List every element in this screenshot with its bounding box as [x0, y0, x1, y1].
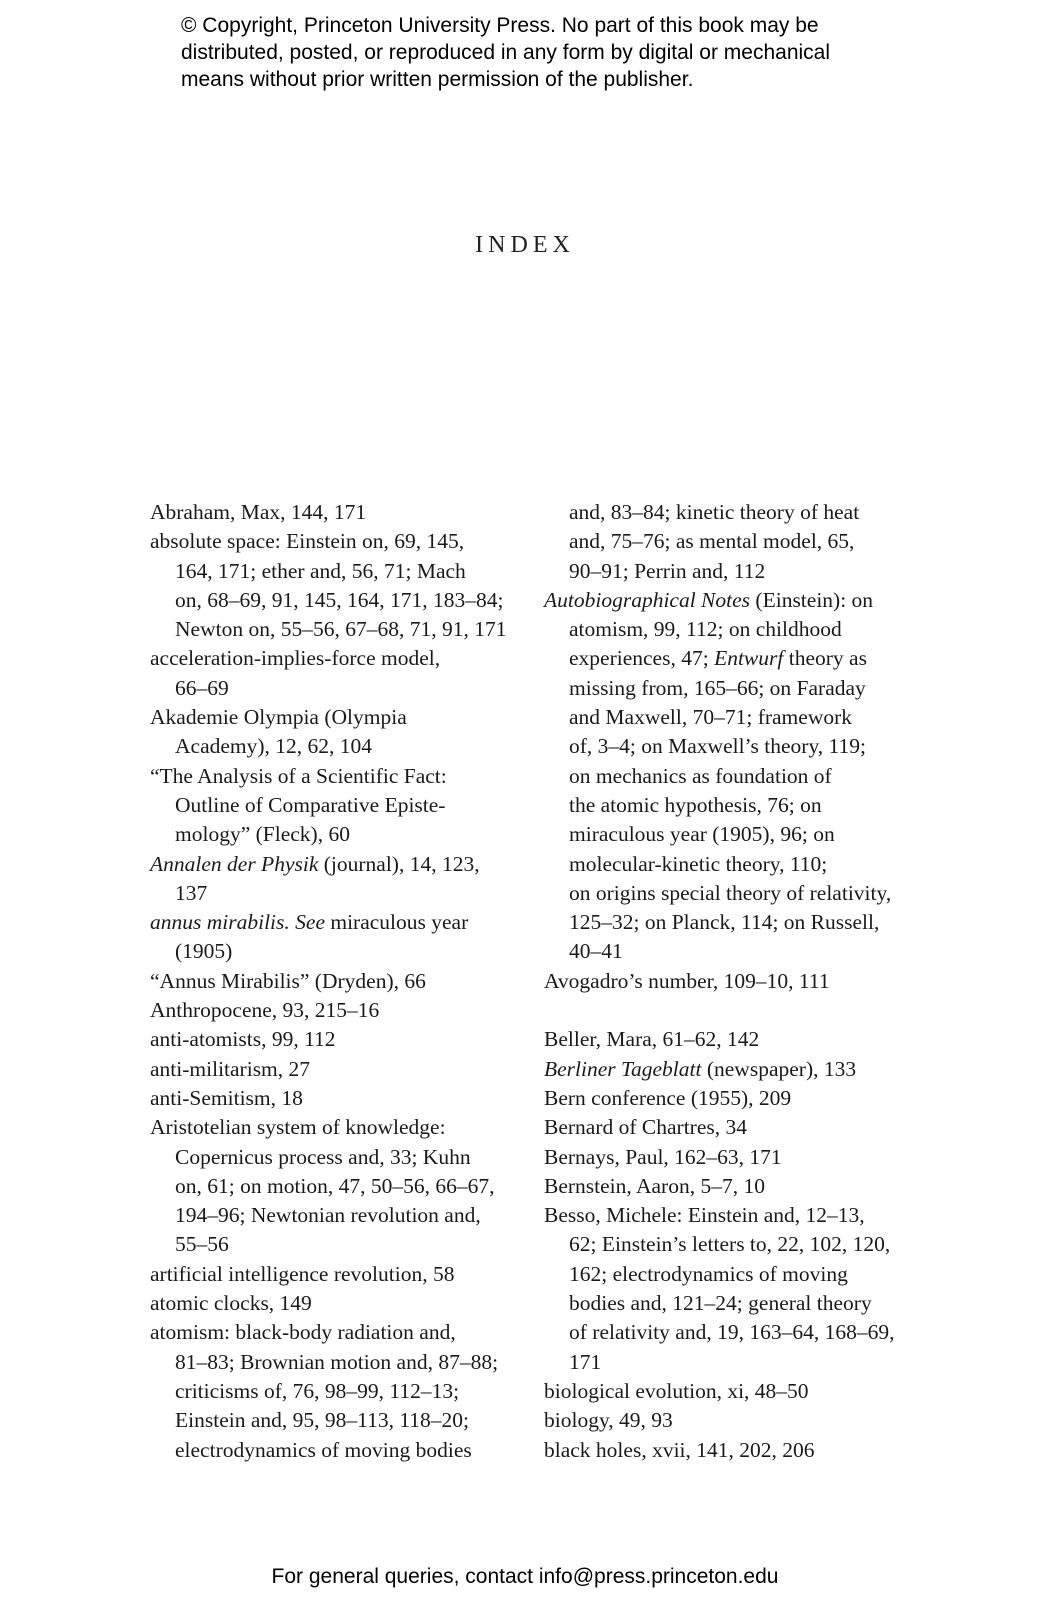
italic-title: Entwurf	[714, 646, 784, 671]
index-entry-continuation: Academy), 12, 62, 104	[175, 734, 373, 759]
index-entry-continuation: bodies and, 121–24; general theory	[569, 1291, 872, 1316]
index-entry-continuation: Newton on, 55–56, 67–68, 71, 91, 171	[175, 617, 507, 642]
index-entry: acceleration-implies-force model,	[150, 646, 441, 671]
index-entry	[150, 908, 520, 937]
index-entry	[150, 850, 520, 879]
index-entry-continuation: 40–41	[569, 939, 623, 964]
index-column-left	[150, 498, 520, 1465]
index-entry-continuation: 137	[175, 880, 208, 905]
index-entry: Anthropocene, 93, 215–16	[150, 998, 380, 1023]
index-entry-continuation: atomism, 99, 112; on childhood	[569, 617, 842, 642]
index-entry: atomic clocks, 149	[150, 1291, 312, 1316]
index-entry-continuation: 164, 171; ether and, 56, 71; Mach	[175, 558, 466, 583]
page-title: INDEX	[475, 232, 575, 258]
index-entry-continuation: of, 3–4; on Maxwell’s theory, 119;	[569, 734, 866, 759]
index-column-right	[544, 498, 914, 1465]
index-entry: anti-atomists, 99, 112	[150, 1027, 336, 1052]
index-entry: artificial intelligence revolution, 58	[150, 1261, 455, 1286]
index-entry-continuation: and Maxwell, 70–71; framework	[569, 705, 853, 730]
index-entry: Avogadro’s number, 109–10, 111	[544, 968, 830, 993]
index-entry: Bernard of Chartres, 34	[544, 1115, 747, 1140]
section-gap	[544, 996, 914, 1025]
index-entry-continuation: Outline of Comparative Episte-	[175, 792, 446, 817]
footer-contact: For general queries, contact info@press.princeton.edu	[271, 1565, 779, 1588]
italic-title: Berliner Tageblatt	[544, 1056, 702, 1081]
index-entry: Aristotelian system of knowledge:	[150, 1115, 446, 1140]
index-entry-continuation: and, 83–84; kinetic theory of heat	[569, 500, 860, 524]
index-entry-continuation: mology” (Fleck), 60	[175, 822, 350, 847]
index-entry: Bernays, Paul, 162–63, 171	[544, 1144, 782, 1169]
italic-title: Autobiographical Notes	[544, 587, 751, 612]
index-entry-continuation: 162; electrodynamics of moving	[569, 1261, 848, 1286]
index-entry-continuation: electrodynamics of moving bodies	[175, 1437, 472, 1462]
index-entry-continuation: miraculous year (1905), 96; on	[569, 822, 835, 847]
index-entry-continuation: on mechanics as foundation of	[569, 763, 832, 788]
index-entry-continuation: Einstein and, 95, 98–113, 118–20;	[175, 1408, 470, 1433]
index-entry-continuation: missing from, 165–66; on Faraday	[569, 675, 866, 700]
index-entry: “Annus Mirabilis” (Dryden), 66	[150, 968, 426, 993]
index-entry: absolute space: Einstein on, 69, 145,	[150, 529, 465, 554]
entry-text: experiences, 47;	[569, 646, 715, 671]
index-entry-continuation: criticisms of, 76, 98–99, 112–13;	[175, 1378, 460, 1403]
index-entry-continuation: 125–32; on Planck, 114; on Russell,	[569, 910, 880, 935]
index-entry: Abraham, Max, 144, 171	[150, 500, 367, 524]
index-entry-continuation	[544, 644, 914, 673]
index-entry-continuation: 55–56	[175, 1232, 229, 1257]
index-entry-continuation: on, 68–69, 91, 145, 164, 171, 183–84;	[175, 587, 504, 612]
index-entry: Besso, Michele: Einstein and, 12–13,	[544, 1203, 865, 1228]
index-entry-continuation: the atomic hypothesis, 76; on	[569, 792, 822, 817]
entry-text: miraculous year	[324, 910, 469, 935]
italic-title: annus mirabilis. See	[150, 910, 325, 935]
index-entry-continuation: 171	[569, 1349, 602, 1374]
index-entry-continuation: Copernicus process and, 33; Kuhn	[175, 1144, 471, 1169]
index-entry: atomism: black-body radiation and,	[150, 1320, 456, 1345]
copyright-line: distributed, posted, or reproduced in any form by digital or mechanical	[181, 41, 831, 64]
index-entry-continuation: (1905)	[175, 939, 233, 964]
index-entry-continuation: and, 75–76; as mental model, 65,	[569, 529, 855, 554]
index-entry	[544, 586, 914, 615]
entry-text: (newspaper), 133	[701, 1056, 857, 1081]
entry-text: (Einstein): on	[750, 587, 874, 612]
index-entry-continuation: on, 61; on motion, 47, 50–56, 66–67,	[175, 1173, 495, 1198]
index-entry: biological evolution, xi, 48–50	[544, 1378, 809, 1403]
index-entry: anti-Semitism, 18	[150, 1085, 303, 1110]
index-entry: anti-militarism, 27	[150, 1056, 311, 1081]
index-entry-continuation: of relativity and, 19, 163–64, 168–69,	[569, 1320, 895, 1345]
index-entry: Bern conference (1955), 209	[544, 1085, 792, 1110]
index-entry-continuation: molecular-kinetic theory, 110;	[569, 851, 828, 876]
index-entry-continuation: 90–91; Perrin and, 112	[569, 558, 766, 583]
index-entry-continuation: on origins special theory of relativity,	[569, 880, 892, 905]
entry-text: theory as	[783, 646, 867, 671]
index-entry: biology, 49, 93	[544, 1408, 673, 1433]
index-entry-continuation: 62; Einstein’s letters to, 22, 102, 120,	[569, 1232, 891, 1257]
entry-text: (journal), 14, 123,	[318, 851, 480, 876]
index-entry	[544, 1055, 914, 1084]
copyright-line: © Copyright, Princeton University Press. No part of this book may be	[181, 14, 819, 37]
index-entry: Beller, Mara, 61–62, 142	[544, 1027, 760, 1052]
index-entry: Akademie Olympia (Olympia	[150, 705, 407, 730]
copyright-line: means without prior written permission of the publisher.	[181, 68, 694, 91]
index-entry: black holes, xvii, 141, 202, 206	[544, 1437, 815, 1462]
index-entry-continuation: 194–96; Newtonian revolution and,	[175, 1203, 481, 1228]
copyright-notice	[181, 12, 921, 93]
index-entry: Bernstein, Aaron, 5–7, 10	[544, 1173, 765, 1198]
index-entry: “The Analysis of a Scientific Fact:	[150, 763, 447, 788]
italic-title: Annalen der Physik	[150, 851, 319, 876]
index-entry-continuation: 66–69	[175, 675, 229, 700]
index-entry-continuation: 81–83; Brownian motion and, 87–88;	[175, 1349, 499, 1374]
